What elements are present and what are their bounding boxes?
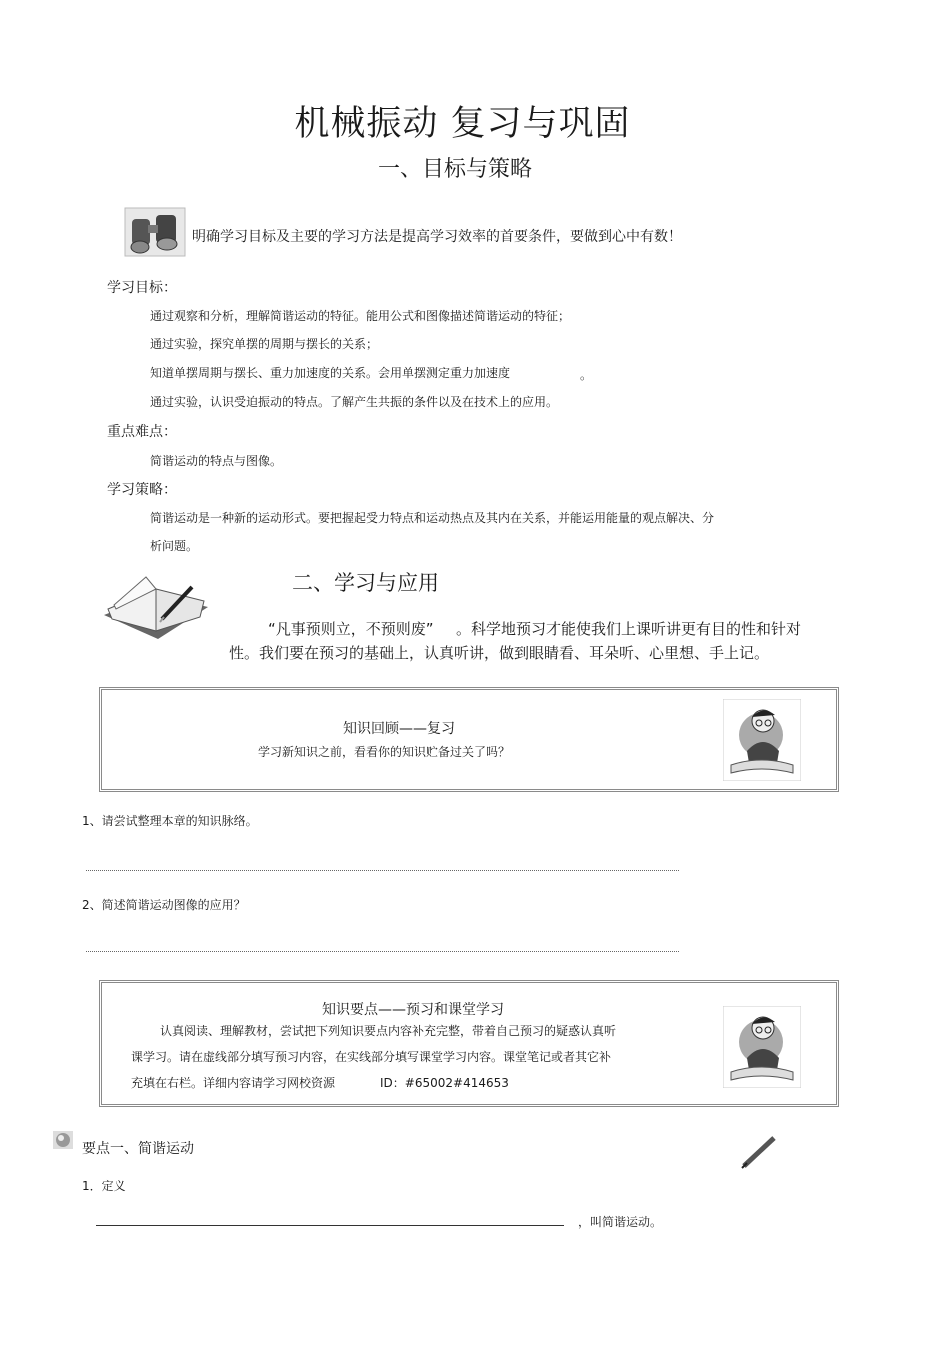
points-box-title: 知识要点——预习和课堂学习 xyxy=(322,1002,504,1018)
goal-item: 通过实验，探究单摆的周期与摆长的关系； xyxy=(150,337,379,351)
strategy-line: 简谐运动是一种新的运动形式。要把握起受力特点和运动热点及其内在关系，并能运用能量的观点解决、分 xyxy=(150,511,715,525)
review-box-title: 知识回顾——复习 xyxy=(343,721,455,737)
intro-text: 明确学习目标及主要的学习方法是提高学习效率的首要条件，要做到心中有数！ xyxy=(192,229,682,245)
goals-heading: 学习目标： xyxy=(107,280,177,296)
resource-id: ID：#65002#414653 xyxy=(380,1076,509,1090)
binoculars-icon xyxy=(124,207,186,257)
answer-dotted-line[interactable] xyxy=(86,951,679,952)
page-title: 机械振动 复习与巩固 xyxy=(294,104,631,144)
points-box-line: 充填在右栏。详细内容请学习网校资源 xyxy=(131,1076,336,1090)
review-box-subtitle: 学习新知识之前，看看你的知识贮备过关了吗？ xyxy=(258,745,511,759)
goal-item-tail: 。 xyxy=(580,368,593,382)
section-title-goals: 一、目标与策略 xyxy=(377,157,532,182)
answer-dotted-line[interactable] xyxy=(86,870,679,871)
question-item: 2、简述简谐运动图像的应用？ xyxy=(82,898,246,912)
section2-quote: “凡事预则立，不预则废” xyxy=(268,620,434,638)
reading-person-icon xyxy=(723,699,801,781)
question-item: 1、请尝试整理本章的知识脉络。 xyxy=(82,814,258,828)
answer-solid-line[interactable] xyxy=(96,1225,564,1226)
section2-text: 。科学地预习才能使我们上课听讲更有目的性和针对 xyxy=(456,620,802,638)
section-title-study: 二、学习与应用 xyxy=(292,571,439,595)
sphere-bullet-icon xyxy=(53,1131,73,1149)
goal-item: 通过观察和分析，理解简谐运动的特征。能用公式和图像描述简谐运动的特征； xyxy=(150,309,571,323)
point1-heading: 要点一、简谐运动 xyxy=(82,1141,194,1157)
strategy-heading: 学习策略： xyxy=(107,482,177,498)
keypoints-heading: 重点难点： xyxy=(107,424,177,440)
point1-subheading: 1．定义 xyxy=(82,1179,126,1193)
pen-icon xyxy=(740,1134,778,1170)
reading-person-icon xyxy=(723,1006,801,1088)
strategy-line: 析问题。 xyxy=(150,539,199,553)
goal-item: 通过实验，认识受迫振动的特点。了解产生共振的条件以及在技术上的应用。 xyxy=(150,395,559,409)
open-book-icon xyxy=(100,565,212,643)
keypoints-text: 简谐运动的特点与图像。 xyxy=(150,454,283,468)
goal-item: 知道单摆周期与摆长、重力加速度的关系。会用单摆测定重力加速度 xyxy=(150,366,511,380)
points-box-line: 认真阅读、理解教材，尝试把下列知识要点内容补充完整，带着自己预习的疑惑认真听 xyxy=(160,1024,617,1038)
section2-text: 性。我们要在预习的基础上，认真听讲，做到眼睛看、耳朵听、心里想、手上记。 xyxy=(229,644,770,662)
point1-tail: ，叫简谐运动。 xyxy=(578,1215,663,1229)
points-box-line: 课学习。请在虚线部分填写预习内容，在实线部分填写课堂学习内容。课堂笔记或者其它补 xyxy=(131,1050,612,1064)
